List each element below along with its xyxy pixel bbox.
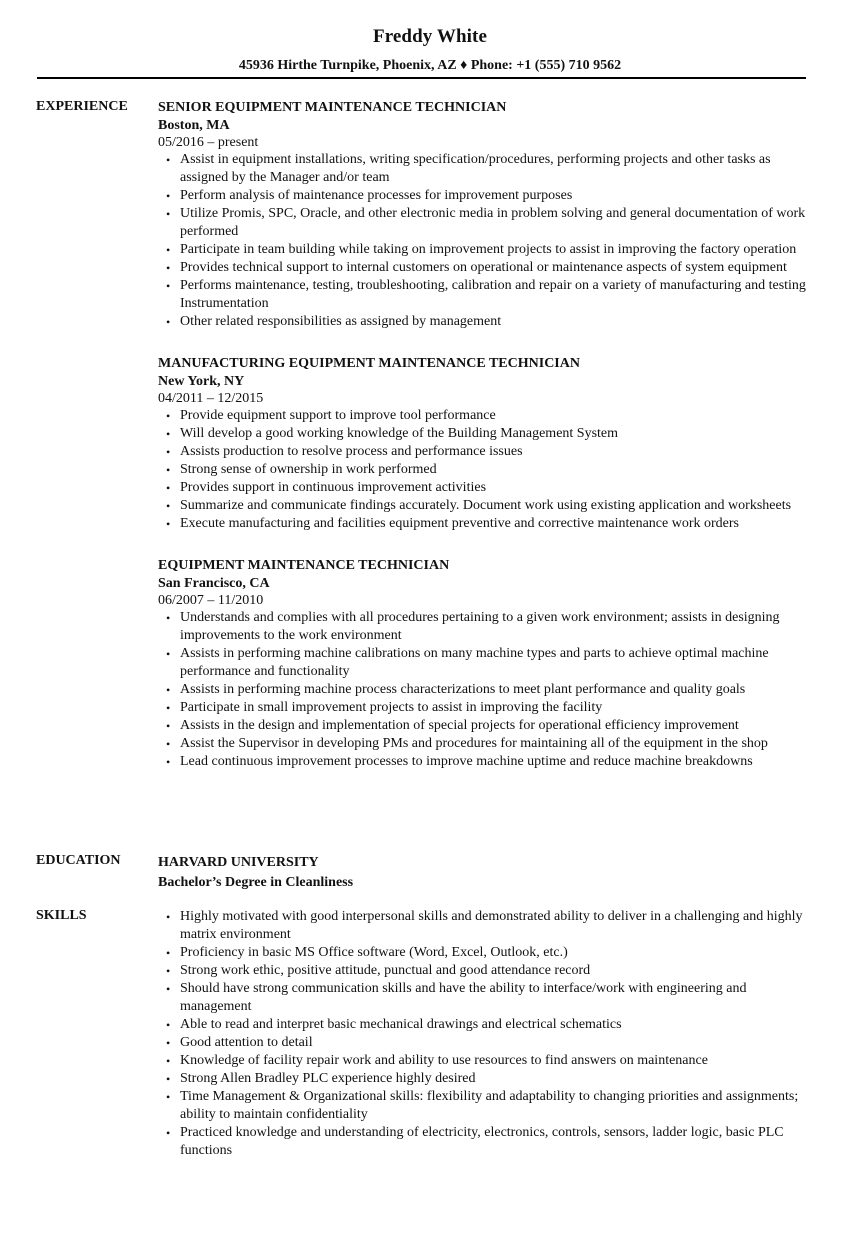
- job-dates: 04/2011 – 12/2015: [158, 391, 264, 406]
- list-item: [158, 407, 818, 425]
- list-item-text: Participate in small improvement projects to assist in improving the facility: [180, 700, 603, 715]
- list-item-text: Assists in performing machine calibrations on many machine types and parts to achieve optimal machine performance and functionality: [180, 646, 769, 679]
- bullet-dot-icon: •: [166, 445, 171, 459]
- bullet-dot-icon: •: [166, 1018, 171, 1032]
- bullet-dot-icon: •: [166, 207, 171, 221]
- list-item-text: Time Management & Organizational skills: flexibility and adaptability to changing priorities and assignments; ability to maintain confidentiality: [180, 1089, 799, 1122]
- list-item: [158, 479, 818, 497]
- bullet-dot-icon: •: [166, 1072, 171, 1086]
- list-item: [158, 1088, 818, 1124]
- list-item-text: Utilize Promis, SPC, Oracle, and other electronic media in problem solving and general documentation of work performed: [180, 206, 806, 239]
- list-item: [158, 908, 818, 944]
- list-item-text: Provide equipment support to improve tool performance: [180, 408, 496, 423]
- contact-line: 45936 Hirthe Turnpike, Phoenix, AZ ♦ Phone: +1 (555) 710 9562: [238, 58, 622, 73]
- bullet-dot-icon: •: [166, 982, 171, 996]
- job-entry: [158, 355, 818, 533]
- skills-heading: SKILLS: [36, 908, 87, 923]
- bullet-dot-icon: •: [166, 481, 171, 495]
- job-title: MANUFACTURING EQUIPMENT MAINTENANCE TECHNICIAN: [158, 356, 580, 371]
- bullet-dot-icon: •: [166, 1126, 171, 1140]
- list-item: [158, 1052, 818, 1070]
- list-item-text: Assists in the design and implementation of special projects for operational efficiency improvement: [180, 718, 739, 733]
- bullet-dot-icon: •: [166, 517, 171, 531]
- experience-jobs: [158, 99, 818, 771]
- list-item: [158, 205, 818, 241]
- job-dates: 05/2016 – present: [158, 135, 259, 150]
- list-item: [158, 259, 818, 277]
- list-item: [158, 962, 818, 980]
- list-item: [158, 681, 818, 699]
- bullet-dot-icon: •: [166, 315, 171, 329]
- list-item: [158, 1070, 818, 1088]
- education-body: [158, 853, 818, 893]
- bullet-dot-icon: •: [166, 1090, 171, 1104]
- bullet-dot-icon: •: [166, 737, 171, 751]
- job-entry: [158, 557, 818, 771]
- list-item-text: Able to read and interpret basic mechanical drawings and electrical schematics: [180, 1017, 622, 1032]
- bullet-dot-icon: •: [166, 647, 171, 661]
- bullet-dot-icon: •: [166, 964, 171, 978]
- list-item-text: Knowledge of facility repair work and ability to use resources to find answers on maintenance: [180, 1053, 708, 1068]
- list-item: [158, 735, 818, 753]
- list-item-text: Assists production to resolve process and performance issues: [180, 444, 523, 459]
- list-item: [158, 753, 818, 771]
- list-item-text: Strong sense of ownership in work performed: [180, 462, 437, 477]
- list-item: [158, 313, 818, 331]
- job-location: New York, NY: [158, 374, 245, 389]
- bullet-dot-icon: •: [166, 701, 171, 715]
- list-item: [158, 1016, 818, 1034]
- list-item: [158, 944, 818, 962]
- list-item-text: Provides support in continuous improvement activities: [180, 480, 487, 495]
- list-item: [158, 1034, 818, 1052]
- list-item-text: Strong Allen Bradley PLC experience highly desired: [180, 1071, 476, 1086]
- list-item-text: Lead continuous improvement processes to improve machine uptime and reduce machine breakdowns: [180, 754, 753, 769]
- list-item-text: Should have strong communication skills and have the ability to interface/work with engineering and management: [180, 981, 747, 1014]
- job-location: Boston, MA: [158, 118, 230, 133]
- skills-list: [158, 908, 818, 1160]
- bullet-dot-icon: •: [166, 261, 171, 275]
- list-item-text: Participate in team building while taking on improvement projects to assist in improving the factory operation: [180, 242, 797, 257]
- list-item-text: Practiced knowledge and understanding of electricity, electronics, controls, sensors, ladder logic, basic PLC functions: [180, 1125, 784, 1158]
- job-location: San Francisco, CA: [158, 576, 270, 591]
- list-item-text: Understands and complies with all procedures pertaining to a given work environment; assists in designing improvements to the work environment: [180, 610, 780, 643]
- job-dates: 06/2007 – 11/2010: [158, 593, 264, 608]
- list-item: [158, 461, 818, 479]
- list-item-text: Other related responsibilities as assigned by management: [180, 314, 502, 329]
- bullet-dot-icon: •: [166, 427, 171, 441]
- list-item: [158, 699, 818, 717]
- list-item-text: Perform analysis of maintenance processes for improvement purposes: [180, 188, 573, 203]
- list-item-text: Assist in equipment installations, writing specification/procedures, performing projects and other tasks as assigned by the Manager and/or team: [180, 152, 771, 185]
- list-item: [158, 151, 818, 187]
- school-name: HARVARD UNIVERSITY: [158, 855, 319, 870]
- bullet-dot-icon: •: [166, 1054, 171, 1068]
- bullet-dot-icon: •: [166, 1036, 171, 1050]
- bullet-dot-icon: •: [166, 153, 171, 167]
- list-item: [158, 497, 818, 515]
- header-divider: [37, 77, 806, 79]
- experience-heading: EXPERIENCE: [36, 99, 128, 114]
- bullet-dot-icon: •: [166, 279, 171, 293]
- list-item: [158, 241, 818, 259]
- bullet-dot-icon: •: [166, 409, 171, 423]
- list-item-text: Performs maintenance, testing, troubleshooting, calibration and repair on a variety of manufacturing and testing Instrumentation: [180, 278, 806, 311]
- list-item: [158, 980, 818, 1016]
- list-item-text: Assists in performing machine process characterizations to meet plant performance and quality goals: [180, 682, 746, 697]
- list-item: [158, 1124, 818, 1160]
- list-item: [158, 187, 818, 205]
- degree-name: Bachelor’s Degree in Cleanliness: [158, 875, 354, 890]
- list-item: [158, 443, 818, 461]
- list-item-text: Provides technical support to internal customers on operational or maintenance aspects of system equipment: [180, 260, 787, 275]
- bullet-dot-icon: •: [166, 719, 171, 733]
- bullet-dot-icon: •: [166, 946, 171, 960]
- job-duties-list: [158, 609, 818, 771]
- job-title: EQUIPMENT MAINTENANCE TECHNICIAN: [158, 558, 450, 573]
- education-heading: EDUCATION: [36, 853, 121, 868]
- list-item-text: Highly motivated with good interpersonal skills and demonstrated ability to deliver in a challenging and highly matrix environment: [180, 909, 803, 942]
- list-item-text: Strong work ethic, positive attitude, punctual and good attendance record: [180, 963, 591, 978]
- list-item-text: Execute manufacturing and facilities equipment preventive and corrective maintenance work orders: [180, 516, 739, 531]
- candidate-name: Freddy White: [373, 26, 487, 47]
- list-item-text: Proficiency in basic MS Office software (Word, Excel, Outlook, etc.): [180, 945, 568, 960]
- bullet-dot-icon: •: [166, 463, 171, 477]
- list-item-text: Assist the Supervisor in developing PMs and procedures for maintaining all of the equipment in the shop: [180, 736, 768, 751]
- list-item: [158, 515, 818, 533]
- job-duties-list: [158, 407, 818, 533]
- bullet-dot-icon: •: [166, 755, 171, 769]
- list-item-text: Good attention to detail: [180, 1035, 313, 1050]
- bullet-dot-icon: •: [166, 499, 171, 513]
- skills-body: [158, 908, 818, 1160]
- bullet-dot-icon: •: [166, 189, 171, 203]
- job-duties-list: [158, 151, 818, 331]
- job-entry: [158, 99, 818, 331]
- list-item: [158, 277, 818, 313]
- bullet-dot-icon: •: [166, 243, 171, 257]
- list-item: [158, 717, 818, 735]
- bullet-dot-icon: •: [166, 910, 171, 924]
- list-item: [158, 425, 818, 443]
- list-item: [158, 645, 818, 681]
- list-item-text: Summarize and communicate findings accurately. Document work using existing application and worksheets: [180, 498, 792, 513]
- list-item-text: Will develop a good working knowledge of the Building Management System: [180, 426, 619, 441]
- bullet-dot-icon: •: [166, 611, 171, 625]
- bullet-dot-icon: •: [166, 683, 171, 697]
- job-title: SENIOR EQUIPMENT MAINTENANCE TECHNICIAN: [158, 100, 507, 115]
- list-item: [158, 609, 818, 645]
